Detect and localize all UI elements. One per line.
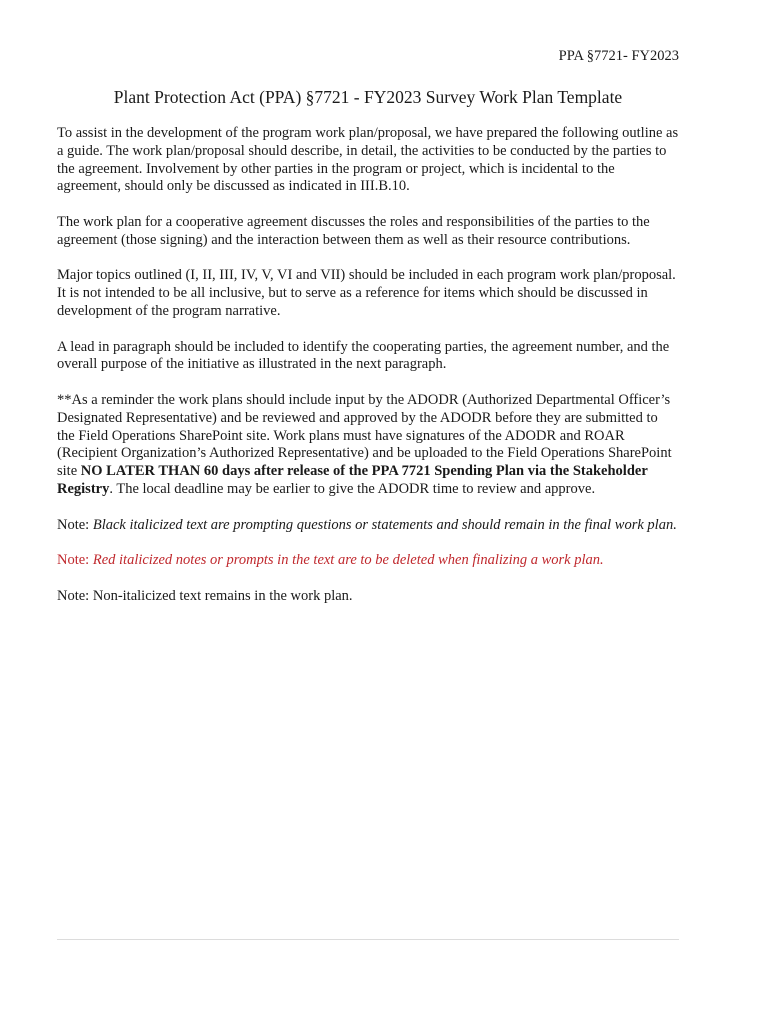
footer-divider	[57, 939, 679, 940]
note-label: Note:	[57, 552, 93, 569]
note-label: Note:	[57, 587, 93, 604]
paragraph-cooperative-agreement: The work plan for a cooperative agreement discusses the roles and responsibilities of the parties to the agreement (those signing) and the interaction between them as well as their resource contributions.	[57, 213, 650, 248]
paragraph-guide-intro: To assist in the development of the program work plan/proposal, we have prepared the following outline as a guide. The work plan/proposal should describe, in detail, the activities to be conducted by the parties to the agreement. Involvement by other parties in the program or project, which is incidental to the agreement, should only be discussed as indicated in III.B.10.	[57, 125, 679, 195]
paragraph-lead-in: A lead in paragraph should be included to identify the cooperating parties, the agreement number, and the overall purpose of the initiative as illustrated in the next paragraph.	[57, 338, 670, 373]
reminder-deadline-bold: NO LATER THAN 60 days after release of the PPA 7721 Spending Plan via the Stakeholder Registry	[57, 463, 648, 497]
note-non-italic	[57, 588, 679, 606]
document-title: Plant Protection Act (PPA) §7721 - FY2023 Survey Work Plan Template	[113, 87, 623, 107]
note-red-italic	[57, 552, 679, 570]
paragraph-adodr-reminder	[57, 392, 679, 499]
note-text: Black italicized text are prompting questions or statements and should remain in the final work plan.	[92, 516, 677, 533]
reminder-text: **As a reminder the work plans should include input by the ADODR (Authorized Departmental Officer’s Designated Representative) and be reviewed and approved by the ADODR before they are submitted to the Field Operations SharePoint site. Work plans must have signatures of the ADODR and ROAR (Recipient Organization’s Authorized Representative) and be uploaded to the Field Operations SharePoint site	[57, 391, 672, 480]
note-label: Note:	[57, 516, 93, 533]
paragraph-major-topics: Major topics outlined (I, II, III, IV, V, VI and VII) should be included in each program work plan/proposal. It is not intended to be all inclusive, but to serve as a reference for items which should be discussed in development of the program narrative.	[57, 267, 676, 319]
note-black-italic	[57, 517, 679, 535]
note-text: Non-italicized text remains in the work plan.	[92, 587, 353, 604]
reminder-text-after: . The local deadline may be earlier to give the ADODR time to review and approve.	[109, 480, 596, 497]
page-header-ref: PPA §7721- FY2023	[558, 48, 679, 64]
note-text: Red italicized notes or prompts in the text are to be deleted when finalizing a work plan.	[92, 552, 604, 569]
document-body	[57, 125, 679, 623]
